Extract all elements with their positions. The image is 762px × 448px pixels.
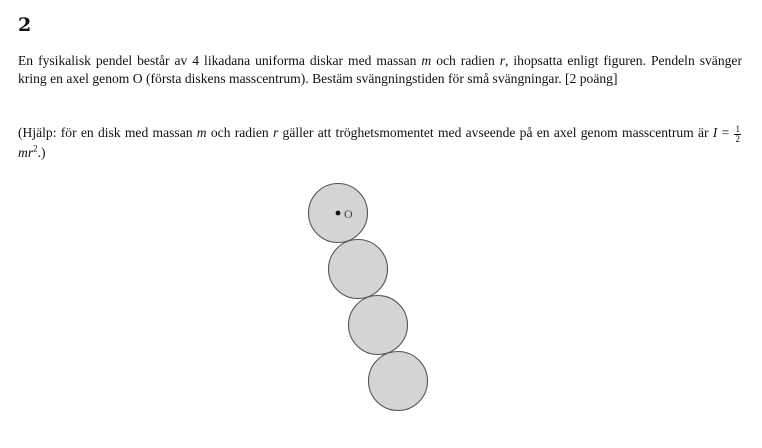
statement-text-1: En fysikalisk pendel består av 4 likadana uniforma diskar med massan: [18, 53, 422, 68]
statement-text-2: och radien: [431, 53, 500, 68]
statement-text-3: , ihopsatta enligt figuren. Pendeln svänger kring en axel genom O (första diskens masscentrum). Bestäm svängningstiden för små svängningar. [2 poäng]: [18, 53, 742, 86]
pivot-label: O: [344, 207, 353, 221]
problem-number: 2: [18, 14, 32, 36]
fraction-denominator: 2: [735, 134, 740, 144]
formula-fraction: [734, 125, 741, 144]
disk-2: [329, 240, 388, 299]
disk-group: [309, 184, 428, 411]
formula-mr: mr: [18, 145, 34, 160]
variable-m: m: [421, 53, 432, 68]
hint-text-2: och radien: [206, 125, 273, 140]
hint-text-1: (Hjälp: för en disk med massan: [18, 125, 197, 140]
formula-exponent: 2: [33, 143, 38, 154]
pendulum-figure: [300, 178, 440, 418]
hint-paragraph: [18, 124, 742, 162]
fraction-numerator: 1: [735, 124, 740, 134]
formula-equals: =: [717, 125, 734, 140]
variable-r: r: [499, 53, 506, 68]
hint-variable-m: m: [196, 125, 207, 140]
pivot-point: [336, 211, 341, 216]
disk-4: [369, 352, 428, 411]
formula-I: I: [712, 125, 718, 140]
disk-3: [349, 296, 408, 355]
hint-variable-r: r: [272, 125, 279, 140]
hint-text-3: gäller att tröghetsmomentet med avseende på en axel genom masscentrum är: [278, 125, 713, 140]
hint-text-4: .): [37, 145, 46, 160]
problem-statement: [18, 52, 742, 88]
